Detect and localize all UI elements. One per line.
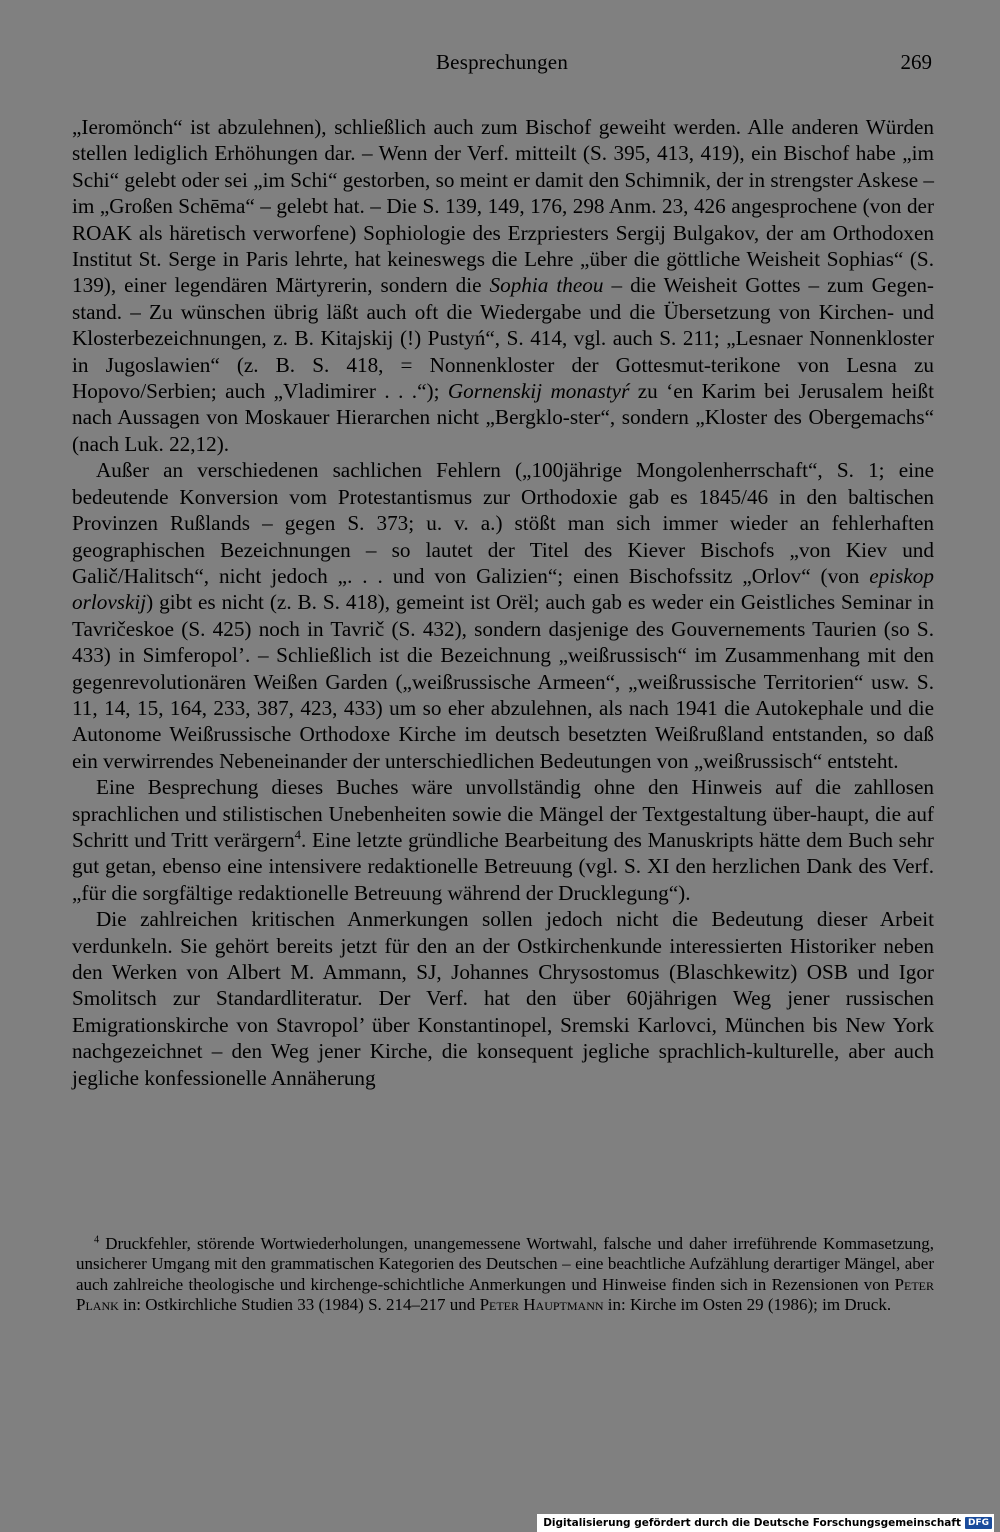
paragraph: Die zahlreichen kritischen Anmerkungen sollen jedoch nicht die Bedeutung dieser Arbeit verdunkeln. Sie gehört bereits jetzt für den an der Ostkirchenkunde interessierten Historiker neben den Werken von Albert M. Ammann, SJ, Johannes Chrysostomus (Blaschkewitz) OSB und Igor Smolitsch zur Standardliteratur. Der Verf. hat den über 60jährigen Weg jener russischen Emigrationskirche von Stavropol’ über Konstantinopel, Sremski Karlovci, München bis New York nachgezeichnet – den Weg jener Kirche, die konsequent jegliche sprachlich-kulturelle, aber auch jegliche konfessionelle Annäherung bbox=[72, 907, 934, 1090]
paragraph: Außer an verschiedenen sachlichen Fehlern („100jährige Mongolenherrschaft“, S. 1; eine bedeutende Konversion vom Protestantismus zur Orthodoxie gab es 1845/46 in den baltischen Provinzen Rußlands – gegen S. 373; u. v. a.) stößt man sich immer wieder an fehlerhaften geographischen Bezeichnungen – so lautet der Titel des Kiever Bischofs „von Kiev und Galič/Halitsch“, nicht jedoch „. . . und von Galizien“; einen Bischofssitz „Orlov“ (von episkop orlovskij) gibt es nicht (z. B. S. 418), gemeint ist Orël; auch gab es weder ein Geistliches Seminar in Tavričeskoe (S. 425) noch in Tavrič (S. 432), sondern dasjenige des Gouvernements Taurien (so S. 433) in Simferopol’. – Schließlich ist die Bezeichnung „weißrussisch“ im Zusammenhang mit den gegenrevolutionären Weißen Garden („weißrussische Armeen“, „weißrussische Territorien“ usw. S. 11, 14, 15, 164, 233, 387, 423, 433) um so eher abzulehnen, als nach 1941 die Autokephale und die Autonome Weißrussische Orthodoxe Kirche im deutsch besetzten Weißrußland entstanden, so daß ein verwirrendes Nebeneinander der unterschiedlichen Bedeutungen von „weißrussisch“ entsteht. bbox=[72, 458, 934, 773]
dfg-logo-icon: DFG bbox=[965, 1517, 992, 1529]
body-text bbox=[72, 114, 934, 1091]
page-number: 269 bbox=[900, 50, 932, 74]
banner-text: Digitalisierung gefördert durch die Deutsche Forschungsgemeinschaft bbox=[543, 1517, 961, 1529]
footnote: $^4$ Druckfehler, störende Wortwiederholungen, unangemessene Wortwahl, falsche und daher irreführende Kommasetzung, unsicherer Umgang mit den grammatischen Kategorien des Deutschen – eine beachtliche Aufzählung derartiger Mängel, aber auch zahlreiche theologische und kirchenge-schichtliche Anmerkungen und Hinweise finden sich in Rezensionen von Peter Plank in: Ostkirchliche Studien 33 (1984) S. 214–217 und Peter Hauptmann in: Kirche im Osten 29 (1986); im Druck. bbox=[76, 1234, 934, 1315]
footnotes bbox=[76, 1234, 934, 1316]
paragraph: „Ieromönch“ ist abzulehnen), schließlich auch zum Bischof geweiht werden. Alle anderen Würden stellen lediglich Erhöhungen dar. – Wenn der Verf. mitteilt (S. 395, 413, 419), ein Bischof habe „im Schi“ gelebt oder sei „im Schi“ gestorben, so meint er damit den Schimnik, der in strengster Askese – im „Großen Schēma“ – gelebt hat. – Die S. 139, 149, 176, 298 Anm. 23, 426 angesprochene (von der ROAK als häretisch verworfene) Sophiologie des Erzpriesters Sergij Bulgakov, der am Orthodoxen Institut St. Serge in Paris lehrte, hat keineswegs die Lehre „über die göttliche Weisheit Sophias“ (S. 139), einer legendären Märtyrerin, sondern die Sophia theou – die Weisheit Gottes – zum Gegen-stand. – Zu wünschen übrig läßt auch oft die Wiedergabe und die Übersetzung von Kirchen- und Klosterbezeichnungen, z. B. Kitajskij (!) Pustyń“, S. 414, vgl. auch S. 211; „Lesnaer Nonnenkloster in Jugoslawien“ (z. B. S. 418, = Nonnenkloster der Gottesmut-terikone von Lesna zu Hopovo/Serbien; auch „Vladimirer . . .“); Gornenskij monastyŕ zu ‘en Karim bei Jerusalem heißt nach Aussagen von Moskauer Hierarchen nicht „Bergklo-ster“, sondern „Kloster des Obergemachs“ (nach Luk. 22,12). bbox=[72, 115, 935, 456]
running-head: Besprechungen bbox=[435, 50, 569, 74]
digitization-banner bbox=[537, 1514, 994, 1532]
paragraph: Eine Besprechung dieses Buches wäre unvollständig ohne den Hinweis auf die zahllosen sprachlichen und stilistischen Unebenheiten sowie die Mängel der Textgestaltung über-haupt, die auf Schritt und Tritt verärgern$^4$. Eine letzte gründliche Bearbeitung des Manuskripts hätte dem Buch sehr gut getan, ebenso eine intensivere redaktionelle Betreuung (vgl. S. XI den herzlichen Dank des Verf. „für die sorgfältige redaktionelle Betreuung während der Drucklegung“). bbox=[72, 775, 934, 905]
page-header bbox=[72, 50, 932, 78]
